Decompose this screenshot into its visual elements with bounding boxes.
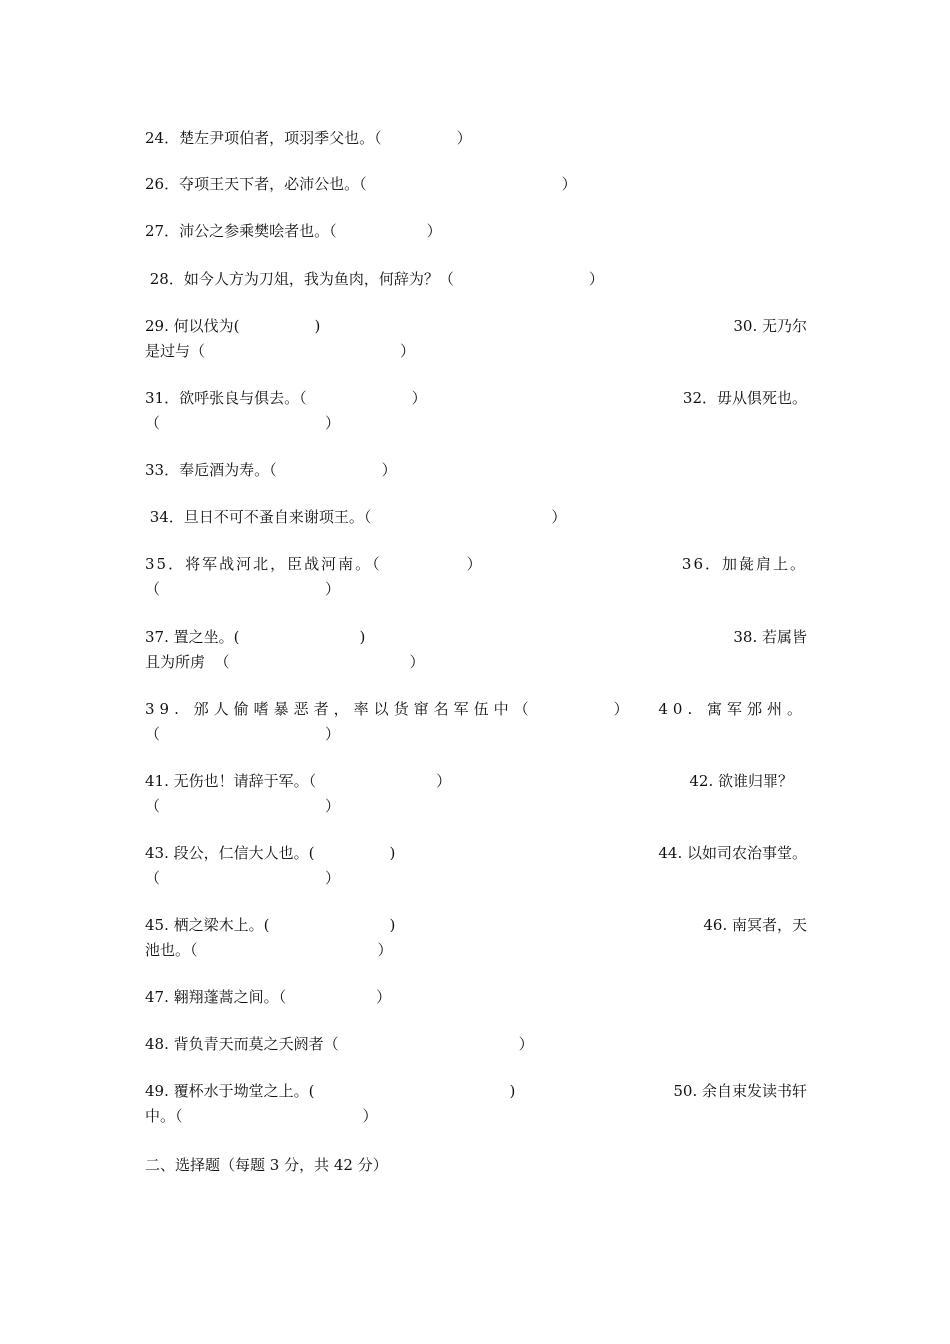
question-38-start: 38. 若属皆	[733, 628, 807, 646]
question-36-end: （ ）	[145, 580, 341, 598]
question-49: 49. 覆杯水于坳堂之上。( )	[145, 1082, 516, 1100]
question-38-end: 且为所虏 （ ）	[145, 653, 425, 671]
question-27: 27．沛公之参乘樊哙者也。（ ）	[145, 222, 442, 240]
question-40-end: （ ）	[145, 725, 341, 743]
question-40-start: 40. 寓军邠州。	[658, 700, 807, 718]
question-39: 39. 邠人偷嗜暴恶者，率以货窜名军伍中（ ）	[145, 700, 634, 718]
question-46-start: 46. 南冥者，天	[703, 916, 807, 934]
question-34: 34．旦日不可不蚤自来谢项王。（ ）	[145, 508, 567, 526]
question-41: 41. 无伤也！请辞于军。（ ）	[145, 772, 452, 790]
question-row-41-42	[145, 771, 807, 791]
question-37: 37. 置之坐。( )	[145, 628, 366, 646]
question-48: 48. 背负青天而莫之夭阏者（ ）	[145, 1035, 534, 1053]
question-29: 29. 何以伐为( )	[145, 317, 321, 335]
question-row-49-50	[145, 1081, 807, 1101]
question-row-43-44	[145, 843, 807, 863]
question-26: 26．夺项王天下者，必沛公也。（ ）	[145, 175, 577, 193]
question-24: 24．楚左尹项伯者，项羽季父也。（ ）	[145, 129, 472, 147]
question-44-end: （ ）	[145, 869, 341, 887]
question-row-39-40	[145, 699, 807, 719]
question-33: 33．奉卮酒为寿。（ ）	[145, 461, 397, 479]
question-36-start: 36．加彘肩上。	[681, 555, 807, 573]
question-50-start: 50. 余自束发读书轩	[673, 1082, 807, 1100]
question-46-end: 池也。（ ）	[145, 941, 393, 959]
question-45: 45. 栖之梁木上。( )	[145, 916, 396, 934]
question-47: 47. 翱翔蓬蒿之间。（ ）	[145, 988, 392, 1006]
question-30-end: 是过与（ ）	[145, 342, 416, 360]
question-28: 28．如今人方为刀俎，我为鱼肉，何辞为？（ ）	[145, 270, 604, 288]
question-32-start: 32．毋从俱死也。	[682, 389, 807, 407]
question-row-29-30	[145, 316, 807, 336]
question-35: 35．将军战河北，臣战河南。（ ）	[145, 555, 484, 573]
question-42-end: （ ）	[145, 797, 341, 815]
question-row-37-38	[145, 627, 807, 647]
question-row-45-46	[145, 915, 807, 935]
question-31: 31．欲呼张良与俱去。（ ）	[145, 389, 427, 407]
question-row-31-32	[145, 388, 807, 408]
question-32-end: （ ）	[145, 414, 341, 432]
question-30-start: 30. 无乃尔	[733, 317, 807, 335]
question-42-start: 42. 欲谁归罪？	[689, 772, 793, 790]
question-50-end: 中。（ ）	[145, 1107, 378, 1125]
question-row-35-36	[145, 554, 807, 574]
question-44-start: 44. 以如司农治事堂。	[658, 844, 807, 862]
question-43: 43. 段公，仁信大人也。( )	[145, 844, 396, 862]
section-2-heading: 二、选择题（每题 3 分，共 42 分）	[145, 1156, 388, 1174]
